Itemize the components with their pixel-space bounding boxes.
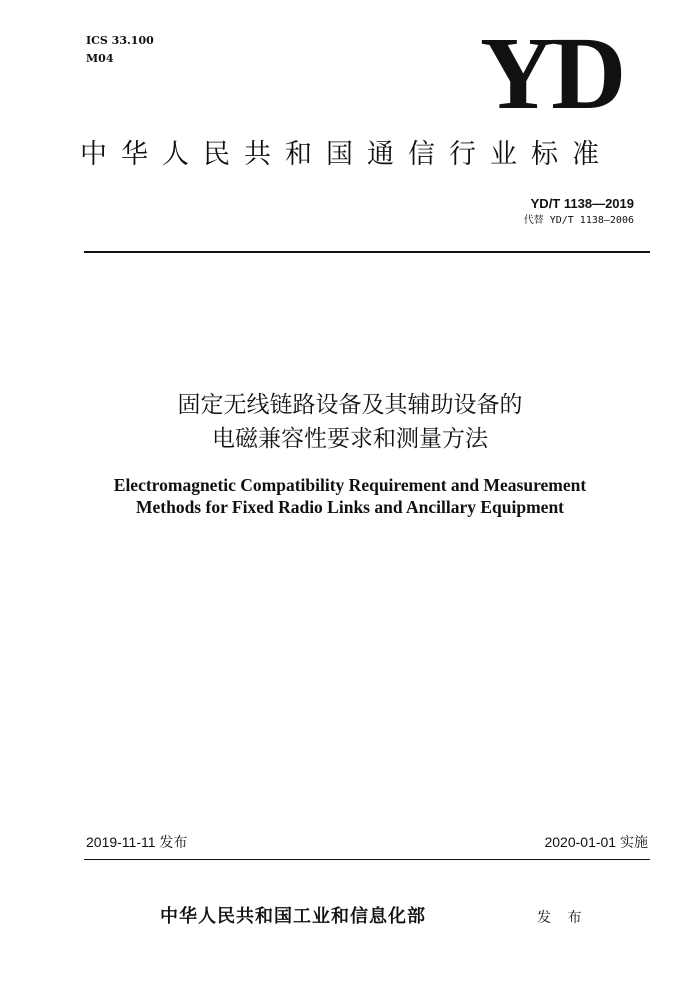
top-divider [84, 251, 650, 253]
ics-code: ICS 33.100 [86, 34, 154, 47]
title-en-line1: Electromagnetic Compatibility Requirement and Measurement [113, 475, 587, 495]
replaces-note: 代替 YD/T 1138—2006 [523, 215, 634, 226]
title-en-line2: Methods for Fixed Radio Links and Ancillary Equipment [135, 497, 564, 517]
ccs-code: M04 [86, 52, 114, 65]
bottom-divider [84, 859, 650, 860]
standard-code-block [524, 195, 634, 229]
implementation-date: 2020-01-01 实施 [544, 834, 648, 850]
yd-logo: YD [480, 16, 623, 131]
publish-label: 发 布 [537, 910, 588, 926]
title-cn-line2: 电磁兼容性要求和测量方法 [212, 426, 488, 452]
publisher-name: 中华人民共和国工业和信息化部 [160, 906, 426, 927]
standard-number: YD/T 1138—2019 [530, 196, 634, 211]
classification-block [86, 32, 154, 68]
issue-date: 2019-11-11 发布 [86, 834, 188, 850]
title-cn-line1: 固定无线链路设备及其辅助设备的 [177, 392, 523, 418]
industry-standard-heading: 中华人民共和国通信行业标准 [80, 139, 613, 170]
